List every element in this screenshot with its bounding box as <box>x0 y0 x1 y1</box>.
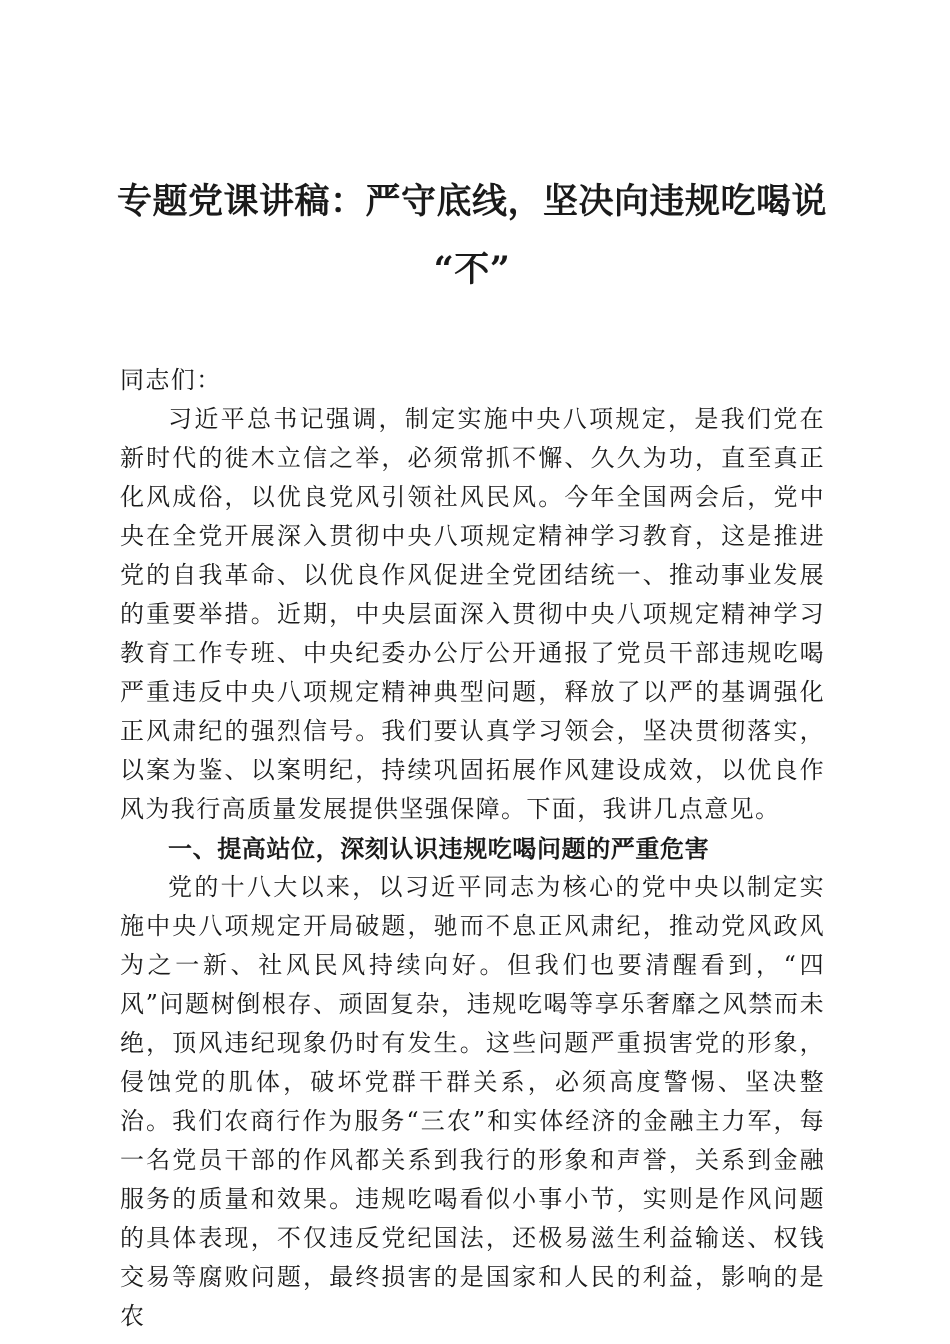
paragraph-intro: 习近平总书记强调，制定实施中央八项规定，是我们党在新时代的徙木立信之举，必须常抓不懈、久久为功，直至真正化风成俗，以优良党风引领社风民风。今年全国两会后，党中央在全党开展深入贯彻中央八项规定精神学习教育，这是推进党的自我革命、以优良作风促进全党团结统一、推动事业发展的重要举措。近期，中央层面深入贯彻中央八项规定精神学习教育工作专班、中央纪委办公厅公开通报了党员干部违规吃喝严重违反中央八项规定精神典型问题，释放了以严的基调强化正风肃纪的强烈信号。我们要认真学习领会，坚决贯彻落实，以案为鉴、以案明纪，持续巩固拓展作风建设成效，以优良作风为我行高质量发展提供坚强保障。下面，我讲几点意见。 <box>120 405 825 823</box>
paragraph-section-1: 党的十八大以来，以习近平同志为核心的党中央以制定实施中央八项规定开局破题，驰而不息正风肃纪，推动党风政风为之一新、社风民风持续向好。但我们也要清醒看到，“四风”问题树倒根存、顽固复杂，违规吃喝等享乐奢靡之风禁而未绝，顶风违纪现象仍时有发生。这些问题严重损害党的形象，侵蚀党的肌体，破坏党群干群关系，必须高度警惕、坚决整治。我们农商行作为服务“三农”和实体经济的金融主力军，每一名党员干部的作风都关系到我行的形象和声誉，关系到金融服务的质量和效果。违规吃喝看似小事小节，实则是作风问题的具体表现，不仅违反党纪国法，还极易滋生利益输送、权钱交易等腐败问题，最终损害的是国家和人民的利益，影响的是农 <box>120 873 825 1330</box>
document-title <box>112 168 832 304</box>
title-line-2: “不” <box>433 249 511 290</box>
salutation: 同志们： <box>120 366 222 394</box>
document-body <box>120 361 825 1336</box>
section-heading-1: 一、提高站位，深刻认识违规吃喝问题的严重危害 <box>168 834 710 863</box>
title-line-1: 专题党课讲稿：严守底线，坚决向违规吃喝说 <box>116 181 827 222</box>
